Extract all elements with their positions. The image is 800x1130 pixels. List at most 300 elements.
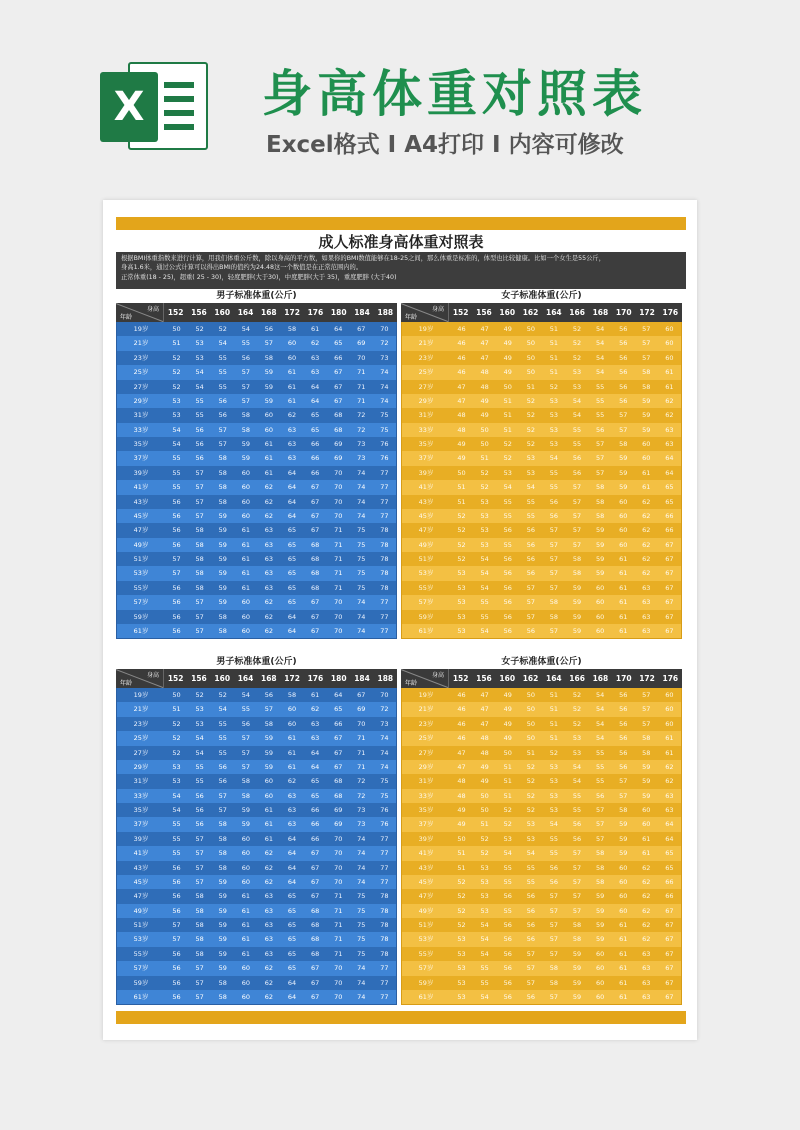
weight-cell: 55: [218, 382, 227, 391]
age-cell: 59岁: [133, 612, 149, 621]
weight-cell: 57: [642, 353, 651, 362]
weight-cell: 61: [619, 964, 628, 973]
weight-cell: 61: [287, 762, 297, 771]
weight-cell: 58: [264, 353, 274, 362]
weight-cell: 54: [172, 425, 181, 434]
weight-cell: 50: [480, 791, 489, 800]
weight-cell: 55: [480, 978, 489, 987]
weight-cell: 50: [480, 440, 489, 448]
weight-cell: 59: [619, 834, 628, 843]
weight-cell: 53: [572, 734, 582, 743]
weight-cell: 59: [218, 949, 227, 958]
weight-cell: 49: [457, 454, 466, 463]
weight-cell: 62: [310, 339, 320, 348]
weight-cell: 64: [665, 468, 674, 477]
weight-cell: 53: [480, 906, 489, 915]
table-row: [402, 904, 681, 918]
weight-cell: 75: [357, 583, 366, 592]
table-row: [117, 918, 396, 932]
weight-cell: 60: [619, 540, 628, 549]
weight-cell: 53: [549, 411, 559, 420]
table-row: [117, 365, 396, 379]
table-row: [402, 509, 681, 523]
weight-cell: 56: [503, 964, 512, 973]
weight-cell: 56: [172, 877, 181, 886]
weight-cell: 73: [380, 353, 389, 362]
weight-cell: 47: [457, 762, 466, 771]
weight-cell: 61: [665, 734, 674, 743]
age-cell: 31岁: [133, 777, 149, 786]
weight-cell: 65: [287, 583, 297, 592]
weight-cell: 59: [218, 540, 227, 549]
weight-cell: 53: [172, 411, 181, 420]
weight-cell: 55: [526, 497, 535, 506]
weight-cell: 59: [218, 964, 227, 973]
weight-cell: 54: [480, 949, 489, 958]
height-header-cell: 164: [237, 674, 254, 683]
weight-cell: 63: [287, 806, 297, 814]
weight-cell: 52: [480, 468, 489, 477]
weight-cell: 66: [665, 511, 674, 520]
height-header-cell: 160: [499, 308, 516, 317]
weight-cell: 61: [241, 935, 250, 944]
weight-cell: 52: [503, 806, 512, 814]
age-cell: 35岁: [418, 440, 434, 448]
weight-cell: 61: [264, 820, 274, 829]
weight-cell: 52: [480, 483, 489, 492]
weight-cell: 63: [642, 583, 651, 592]
weight-cell: 51: [480, 454, 489, 463]
weight-cell: 54: [195, 382, 204, 391]
weight-cell: 71: [357, 396, 366, 405]
weight-cell: 56: [503, 612, 512, 621]
weight-cell: 58: [195, 583, 204, 592]
weight-cell: 59: [572, 949, 582, 958]
weight-cell: 55: [503, 906, 512, 915]
table-row: [402, 480, 681, 494]
weight-cell: 46: [457, 339, 466, 348]
weight-cell: 53: [480, 526, 489, 535]
weight-cell: 57: [241, 762, 250, 771]
weight-cell: 77: [380, 992, 389, 1001]
weight-cell: 78: [380, 935, 389, 944]
weight-cell: 57: [195, 598, 204, 607]
weight-cell: 57: [218, 440, 227, 448]
weight-cell: 77: [380, 468, 389, 477]
weight-cell: 67: [665, 935, 674, 944]
weight-cell: 67: [334, 762, 343, 771]
weight-cell: 60: [241, 626, 250, 635]
weight-cell: 59: [218, 511, 227, 520]
age-cell: 53岁: [133, 935, 149, 944]
weight-cell: 54: [503, 849, 512, 858]
weight-cell: 64: [334, 691, 343, 699]
header-corner: [116, 303, 164, 322]
weight-cell: 67: [665, 921, 674, 929]
weight-cell: 57: [642, 339, 651, 348]
weight-cell: 52: [572, 353, 582, 362]
weight-cell: 59: [264, 368, 274, 377]
weight-cell: 51: [172, 705, 181, 714]
weight-cell: 62: [310, 705, 320, 714]
weight-cell: 51: [503, 425, 512, 434]
weight-cell: 58: [195, 892, 204, 901]
weight-cell: 71: [334, 569, 343, 578]
weight-cell: 53: [457, 598, 466, 607]
weight-cell: 51: [549, 691, 559, 699]
table-row: [117, 423, 396, 437]
weight-cell: 60: [595, 964, 605, 973]
description-line: 正常体重(18 - 25)，超重( 25 - 30)，轻度肥胖(大于30)，中度肥胖(大于 35)，重度肥胖 (大于40): [121, 273, 397, 281]
weight-cell: 47: [480, 325, 489, 333]
weight-cell: 62: [264, 612, 274, 621]
weight-cell: 67: [310, 483, 320, 492]
weight-cell: 52: [218, 691, 227, 699]
weight-cell: 74: [357, 964, 366, 973]
weight-cell: 61: [264, 440, 274, 448]
weight-cell: 77: [380, 497, 389, 506]
weight-cell: 63: [642, 992, 651, 1001]
weight-cell: 54: [172, 440, 181, 448]
weight-cell: 66: [310, 440, 320, 448]
weight-cell: 60: [241, 992, 250, 1001]
weight-cell: 56: [503, 583, 512, 592]
weight-cell: 56: [172, 863, 181, 872]
weight-cell: 63: [642, 978, 651, 987]
weight-cell: 51: [503, 791, 512, 800]
weight-cell: 62: [264, 511, 274, 520]
height-header-cell: 168: [261, 674, 277, 683]
weight-cell: 48: [480, 748, 489, 757]
weight-cell: 67: [334, 382, 343, 391]
weight-cell: 49: [503, 705, 512, 714]
weight-cell: 57: [595, 468, 605, 477]
weight-cell: 58: [195, 921, 204, 929]
weight-cell: 63: [310, 368, 320, 377]
weight-cell: 68: [310, 921, 320, 929]
table-row: [117, 803, 396, 817]
weight-cell: 63: [642, 612, 651, 621]
weight-cell: 58: [595, 497, 605, 506]
weight-cell: 48: [480, 382, 489, 391]
age-cell: 37岁: [133, 820, 149, 829]
weight-cell: 57: [549, 949, 559, 958]
weight-cell: 67: [665, 598, 674, 607]
weight-cell: 59: [642, 762, 651, 771]
weight-cell: 56: [172, 978, 181, 987]
weight-cell: 53: [457, 992, 466, 1001]
weight-cell: 51: [503, 777, 512, 786]
weight-cell: 47: [480, 719, 489, 728]
age-cell: 35岁: [418, 806, 434, 814]
weight-cell: 53: [172, 762, 181, 771]
weight-cell: 67: [310, 497, 320, 506]
weight-cell: 74: [380, 748, 389, 757]
weight-cell: 60: [619, 892, 628, 901]
weight-cell: 56: [619, 325, 628, 333]
table-body: [116, 322, 397, 639]
weight-cell: 57: [549, 526, 559, 535]
weight-cell: 54: [480, 555, 489, 563]
height-header-cell: 160: [214, 674, 231, 683]
weight-cell: 62: [642, 555, 651, 563]
table-row: [117, 466, 396, 480]
weight-cell: 54: [480, 583, 489, 592]
weight-cell: 70: [334, 626, 343, 635]
weight-cell: 68: [334, 425, 343, 434]
weight-cell: 62: [264, 497, 274, 506]
weight-cell: 69: [334, 820, 343, 829]
age-cell: 19岁: [133, 691, 149, 699]
weight-cell: 65: [334, 339, 343, 348]
weight-cell: 53: [526, 834, 535, 843]
weight-cell: 60: [241, 964, 250, 973]
weight-cell: 56: [549, 877, 559, 886]
weight-cell: 56: [526, 892, 535, 901]
table-row: [117, 566, 396, 580]
weight-cell: 77: [380, 877, 389, 886]
weight-cell: 67: [665, 583, 674, 592]
table-row: [117, 552, 396, 566]
weight-cell: 48: [480, 368, 489, 377]
weight-cell: 60: [287, 339, 297, 348]
weight-cell: 52: [526, 425, 535, 434]
table-row: [117, 746, 396, 760]
weight-cell: 65: [310, 411, 320, 420]
weight-cell: 50: [172, 691, 181, 699]
weight-cell: 74: [357, 863, 366, 872]
weight-cell: 59: [218, 921, 227, 929]
weight-cell: 54: [503, 483, 512, 492]
table-row: [402, 803, 681, 817]
weight-cell: 54: [218, 339, 227, 348]
weight-cell: 61: [241, 540, 250, 549]
weight-cell: 56: [195, 454, 204, 463]
age-cell: 51岁: [133, 555, 149, 563]
weight-cell: 49: [503, 368, 512, 377]
age-cell: 29岁: [133, 762, 149, 771]
weight-cell: 56: [526, 921, 535, 929]
weight-cell: 56: [572, 834, 582, 843]
weight-cell: 58: [218, 454, 227, 463]
weight-cell: 59: [595, 935, 605, 944]
weight-cell: 76: [380, 454, 389, 463]
height-header-cell: 176: [307, 674, 324, 683]
weight-cell: 52: [172, 719, 181, 728]
weight-cell: 61: [665, 748, 674, 757]
female-weight-table: [401, 655, 682, 1005]
weight-cell: 67: [310, 526, 320, 535]
weight-cell: 56: [172, 511, 181, 520]
weight-cell: 58: [195, 906, 204, 915]
weight-cell: 71: [334, 892, 343, 901]
height-header-cell: 172: [284, 674, 300, 683]
weight-cell: 75: [357, 526, 366, 535]
weight-cell: 56: [218, 777, 227, 786]
table-row: [117, 523, 396, 537]
weight-cell: 61: [619, 921, 628, 929]
weight-cell: 68: [310, 935, 320, 944]
weight-cell: 62: [642, 511, 651, 520]
weight-cell: 55: [480, 964, 489, 973]
weight-cell: 58: [218, 863, 227, 872]
weight-cell: 49: [503, 353, 512, 362]
weight-cell: 56: [595, 791, 605, 800]
weight-cell: 57: [549, 992, 559, 1001]
weight-cell: 50: [526, 691, 535, 699]
weight-cell: 61: [642, 483, 651, 492]
weight-cell: 57: [172, 569, 181, 578]
weight-cell: 57: [195, 626, 204, 635]
weight-cell: 56: [172, 626, 181, 635]
weight-cell: 62: [665, 777, 674, 786]
weight-cell: 46: [457, 734, 466, 743]
weight-cell: 52: [457, 921, 466, 929]
age-cell: 53岁: [133, 569, 149, 578]
weight-cell: 59: [241, 440, 250, 448]
weight-cell: 60: [665, 719, 674, 728]
weight-cell: 55: [172, 468, 181, 477]
weight-cell: 54: [572, 411, 582, 420]
weight-cell: 59: [218, 526, 227, 535]
weight-cell: 57: [241, 734, 250, 743]
age-cell: 51岁: [133, 921, 149, 929]
weight-cell: 77: [380, 598, 389, 607]
weight-cell: 52: [457, 877, 466, 886]
weight-cell: 61: [619, 949, 628, 958]
weight-cell: 49: [503, 691, 512, 699]
weight-cell: 52: [172, 353, 181, 362]
weight-cell: 57: [619, 777, 628, 786]
weight-cell: 72: [357, 777, 366, 786]
weight-cell: 53: [549, 806, 559, 814]
weight-cell: 58: [287, 691, 297, 699]
weight-cell: 71: [334, 540, 343, 549]
weight-cell: 57: [195, 992, 204, 1001]
weight-cell: 66: [665, 877, 674, 886]
height-header-cell: 172: [284, 308, 300, 317]
weight-cell: 60: [264, 791, 274, 800]
weight-cell: 51: [480, 820, 489, 829]
height-header-cell: 166: [569, 674, 585, 683]
table-row: [117, 731, 396, 745]
age-cell: 39岁: [418, 834, 434, 843]
weight-cell: 66: [665, 892, 674, 901]
weight-cell: 56: [264, 691, 274, 699]
weight-cell: 56: [241, 719, 250, 728]
weight-cell: 70: [334, 849, 343, 858]
age-cell: 27岁: [418, 748, 434, 757]
weight-cell: 64: [310, 382, 320, 391]
weight-cell: 54: [526, 849, 535, 858]
age-cell: 43岁: [133, 863, 149, 872]
weight-cell: 61: [665, 382, 674, 391]
weight-cell: 60: [241, 612, 250, 621]
weight-cell: 52: [503, 440, 512, 448]
weight-cell: 61: [241, 555, 250, 563]
weight-cell: 46: [457, 325, 466, 333]
weight-cell: 74: [380, 396, 389, 405]
weight-cell: 59: [218, 555, 227, 563]
weight-cell: 56: [218, 762, 227, 771]
weight-cell: 60: [241, 468, 250, 477]
weight-cell: 57: [195, 877, 204, 886]
weight-cell: 58: [572, 555, 582, 563]
weight-cell: 74: [357, 468, 366, 477]
weight-cell: 66: [665, 526, 674, 535]
age-cell: 57岁: [133, 964, 149, 973]
height-header-cell: 156: [476, 308, 492, 317]
table-row: [117, 595, 396, 609]
weight-cell: 63: [665, 806, 674, 814]
table-row: [402, 990, 681, 1004]
excel-logo-icon: [100, 58, 210, 154]
age-cell: 53岁: [418, 935, 434, 944]
weight-cell: 77: [380, 849, 389, 858]
weight-cell: 54: [549, 454, 559, 463]
weight-cell: 56: [595, 425, 605, 434]
weight-cell: 59: [218, 906, 227, 915]
weight-cell: 61: [619, 992, 628, 1001]
weight-cell: 52: [572, 719, 582, 728]
weight-cell: 70: [380, 691, 389, 699]
weight-cell: 48: [457, 411, 466, 420]
weight-cell: 58: [195, 935, 204, 944]
weight-cell: 63: [287, 791, 297, 800]
weight-cell: 56: [619, 719, 628, 728]
weight-cell: 78: [380, 892, 389, 901]
weight-cell: 59: [595, 906, 605, 915]
table-row: [402, 552, 681, 566]
weight-cell: 68: [310, 583, 320, 592]
weight-cell: 60: [665, 353, 674, 362]
height-header-cell: 156: [191, 674, 207, 683]
weight-cell: 55: [172, 454, 181, 463]
weight-cell: 46: [457, 368, 466, 377]
weight-cell: 57: [549, 935, 559, 944]
weight-cell: 58: [619, 440, 628, 448]
weight-cell: 70: [357, 353, 366, 362]
weight-cell: 62: [264, 964, 274, 973]
weight-cell: 56: [526, 540, 535, 549]
weight-cell: 64: [287, 834, 297, 843]
weight-cell: 55: [195, 777, 204, 786]
weight-cell: 67: [310, 964, 320, 973]
weight-cell: 62: [642, 569, 651, 578]
weight-cell: 78: [380, 555, 389, 563]
weight-cell: 61: [619, 978, 628, 987]
weight-cell: 58: [572, 569, 582, 578]
weight-cell: 57: [195, 612, 204, 621]
weight-cell: 56: [619, 353, 628, 362]
table-row: [402, 394, 681, 408]
weight-cell: 67: [665, 555, 674, 563]
weight-cell: 71: [357, 368, 366, 377]
weight-cell: 55: [595, 748, 605, 757]
age-cell: 55岁: [133, 583, 149, 592]
weight-cell: 65: [287, 935, 297, 944]
weight-cell: 56: [503, 935, 512, 944]
weight-cell: 61: [665, 368, 674, 377]
age-cell: 23岁: [133, 353, 149, 362]
weight-cell: 67: [334, 368, 343, 377]
age-cell: 29岁: [133, 396, 149, 405]
weight-cell: 70: [380, 325, 389, 333]
weight-cell: 50: [526, 734, 535, 743]
document-title: 成人标准身高体重对照表: [318, 233, 484, 251]
weight-cell: 74: [380, 382, 389, 391]
weight-cell: 61: [310, 691, 320, 699]
